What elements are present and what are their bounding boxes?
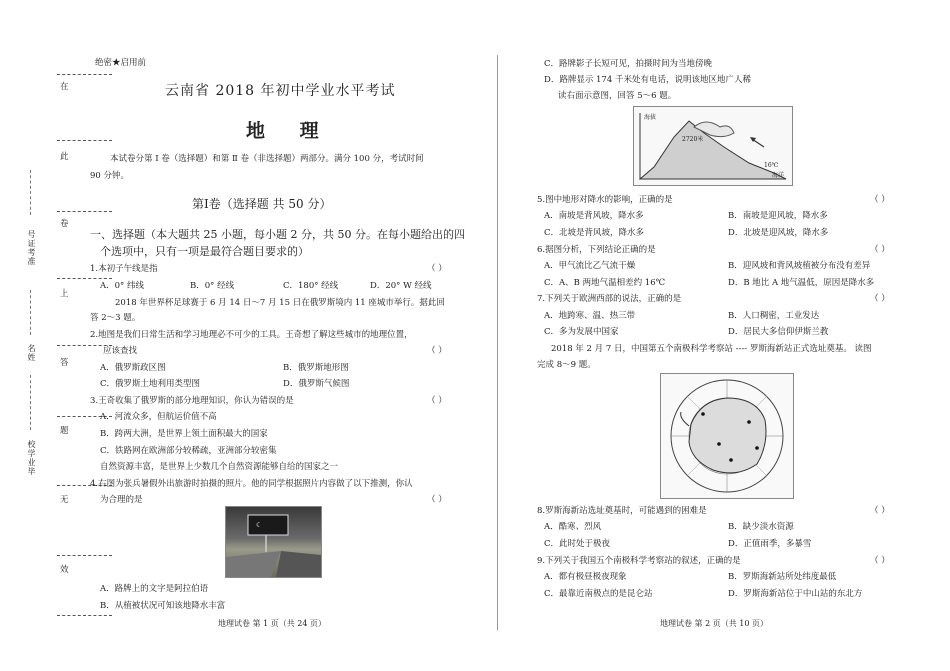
- part-title: 个选项中，只有一项是最符合题目要求的）: [100, 245, 309, 258]
- question-7: 7.下列关于欧洲西部的说法，正确的是: [537, 294, 682, 304]
- option: A．河流众多，但航运价值不高: [100, 412, 217, 422]
- subject-title: 地 理: [246, 120, 333, 142]
- road-photo: [225, 506, 322, 578]
- question-6: 6.据图分析，下列结论正确的是: [537, 245, 656, 255]
- option: D．正值雨季，多暴雪: [728, 539, 812, 549]
- option: D．20° W 经线: [370, 281, 432, 291]
- section-title: 第Ⅰ卷（选择题 共 50 分）: [192, 197, 332, 211]
- option: C．俄罗斯土地利用类型图: [100, 379, 201, 389]
- question-2: 应该查找: [103, 346, 138, 356]
- field-line: [30, 290, 31, 335]
- road-photo-svg: [226, 507, 321, 577]
- intro-line: 本试卷分第 Ⅰ 卷（选择题）和第 Ⅱ 卷（非选择题）两部分。满分 100 分，考试时间: [110, 154, 424, 164]
- option: A．地跨寒、温、热三带: [544, 311, 636, 321]
- answer-paren: （ ）: [870, 245, 890, 255]
- option: B．从植被状况可知该地降水丰富: [100, 601, 226, 611]
- option: C．多为发展中国家: [544, 327, 619, 337]
- question-3: 3.王奇收集了俄罗斯的部分地理知识，你认为错误的是: [90, 396, 294, 406]
- margin-dash: [57, 211, 112, 212]
- option: A．0° 纬线: [100, 281, 144, 291]
- mountain-diagram-svg: [634, 107, 792, 185]
- option: B．南坡是迎风坡，降水多: [728, 211, 828, 221]
- option: B．缺少淡水资源: [728, 522, 794, 532]
- question-4: 为合理的是: [100, 495, 143, 505]
- side-char: 上: [60, 289, 69, 299]
- passage: 完成 8～9 题。: [537, 360, 596, 370]
- exam-title: 云南省 2018 年初中学业水平考试: [165, 83, 396, 99]
- secret-label: 绝密★启用前: [95, 58, 147, 68]
- page-footer: 地理试卷 第 2 页（共 10 页）: [660, 619, 768, 628]
- option: D．居民大多信仰伊斯兰教: [728, 327, 829, 337]
- option: A．甲气流比乙气流干燥: [544, 261, 636, 271]
- field-exam-number: 号证考准: [27, 230, 36, 266]
- question-9: 9.下列关于我国五个南极科学考察站的叙述，正确的是: [537, 556, 741, 566]
- option: B．迎风坡和背风坡植被分布没有差异: [728, 261, 871, 271]
- option: 自然资源丰富，是世界上少数几个自然资源能够自给的国家之一: [100, 462, 339, 472]
- margin-dash: [57, 140, 112, 141]
- field-line: [30, 170, 31, 215]
- option: B．俄罗斯地形图: [283, 363, 349, 373]
- question-2: 2.地图是我们日常生活和学习地理必不可少的工具。王奇想了解这些城市的地理位置，: [90, 330, 413, 340]
- option: B．罗斯海新站所处纬度最低: [728, 572, 837, 582]
- passage: 读右面示意图，回答 5～6 题。: [558, 91, 677, 101]
- option: C．最靠近南极点的是昆仑站: [544, 589, 653, 599]
- field-line: [30, 375, 31, 430]
- option: D．俄罗斯气候图: [283, 379, 350, 389]
- option: C．此时处于极夜: [544, 539, 611, 549]
- option: C．铁路网在欧洲部分较稀疏，亚洲部分较密集: [100, 446, 277, 456]
- intro-line: 90 分钟。: [90, 171, 130, 181]
- mountain-diagram: [633, 106, 793, 186]
- side-char: 卷: [60, 219, 69, 229]
- svg-text:☾: ☾: [256, 521, 263, 529]
- side-char: 无: [60, 495, 69, 505]
- answer-paren: （ ）: [870, 556, 890, 566]
- answer-paren: （ ）: [427, 396, 447, 406]
- question-5: 5.图中地形对降水的影响，正确的是: [537, 195, 673, 205]
- margin-dash: [57, 615, 112, 616]
- option: B．人口稠密，工业发达: [728, 311, 820, 321]
- diagram-label-sea: 海洋: [772, 172, 785, 179]
- margin-dash: [57, 555, 112, 556]
- answer-paren: （ ）: [427, 346, 447, 356]
- option: C．A、B 两地气温相差约 16℃: [544, 278, 666, 288]
- side-char: 答: [60, 358, 69, 368]
- passage: 答 2～3 题。: [90, 313, 141, 323]
- option: B．0° 经线: [190, 281, 235, 291]
- option: D．B 地比 A 地气温低，原因是降水多: [728, 278, 875, 288]
- answer-paren: （ ）: [870, 195, 890, 205]
- option: A．南坡是背风坡，降水多: [544, 211, 644, 221]
- passage: 2018 年 2 月 7 日，中国第五个南极科学考察站 ---- 罗斯海新站正式选址奠基。 读图: [551, 344, 872, 354]
- option: A．俄罗斯政区图: [100, 363, 166, 373]
- option: A．路牌上的文字是阿拉伯语: [100, 584, 209, 594]
- option: A．酷寒、烈风: [544, 522, 602, 532]
- question-1: 1.本初子午线是指: [90, 264, 158, 274]
- option: D．路牌显示 174 千米处有电话，说明该地区地广人稀: [544, 75, 751, 85]
- side-char: 在: [60, 82, 69, 92]
- option: C．北坡是背风坡，降水多: [544, 228, 645, 238]
- side-char: 题: [60, 426, 69, 436]
- question-4: 4.右图为张兵暑假外出旅游时拍摄的照片。他的同学根据照片内容做了以下推测，你认: [90, 479, 413, 489]
- passage: 2018 年世界杯足球赛于 6 月 14 日～7 月 15 日在俄罗斯境内 11 座城市举行。据此回: [115, 298, 445, 308]
- option: C．180° 经线: [283, 281, 339, 291]
- antarctica-map-svg: [661, 374, 793, 498]
- diagram-label-temp: 16℃: [764, 162, 779, 169]
- answer-paren: （ ）: [870, 294, 890, 304]
- antarctica-map: [660, 373, 794, 499]
- page-divider: [497, 55, 498, 630]
- diagram-label-top: 海拔: [644, 114, 657, 121]
- option: D．罗斯海新站位于中山站的东北方: [728, 589, 863, 599]
- option: B．跨两大洲，是世界上领土面积最大的国家: [100, 429, 268, 439]
- answer-paren: （ ）: [427, 495, 447, 505]
- margin-dash: [57, 74, 112, 75]
- side-char: 效: [60, 565, 69, 575]
- option: C．路牌影子长短可见，拍摄时间为当地傍晚: [544, 59, 713, 69]
- page-footer: 地理试卷 第 1 页（共 24 页）: [218, 619, 326, 628]
- answer-paren: （ ）: [870, 506, 890, 516]
- part-title: 一、选择题（本大题共 25 小题，每小题 2 分，共 50 分。在每小题给出的四: [90, 228, 465, 241]
- diagram-label-height: 2720米: [682, 136, 704, 143]
- question-8: 8.罗斯海新站选址奠基时，可能遇到的困难是: [537, 506, 707, 516]
- side-char: 此: [60, 152, 69, 162]
- option: A．都有极昼极夜现象: [544, 572, 627, 582]
- option: D．北坡是迎风坡，降水多: [728, 228, 829, 238]
- answer-paren: （ ）: [427, 264, 447, 274]
- field-name: 名姓: [27, 344, 36, 362]
- field-school: 校学业毕: [27, 440, 36, 476]
